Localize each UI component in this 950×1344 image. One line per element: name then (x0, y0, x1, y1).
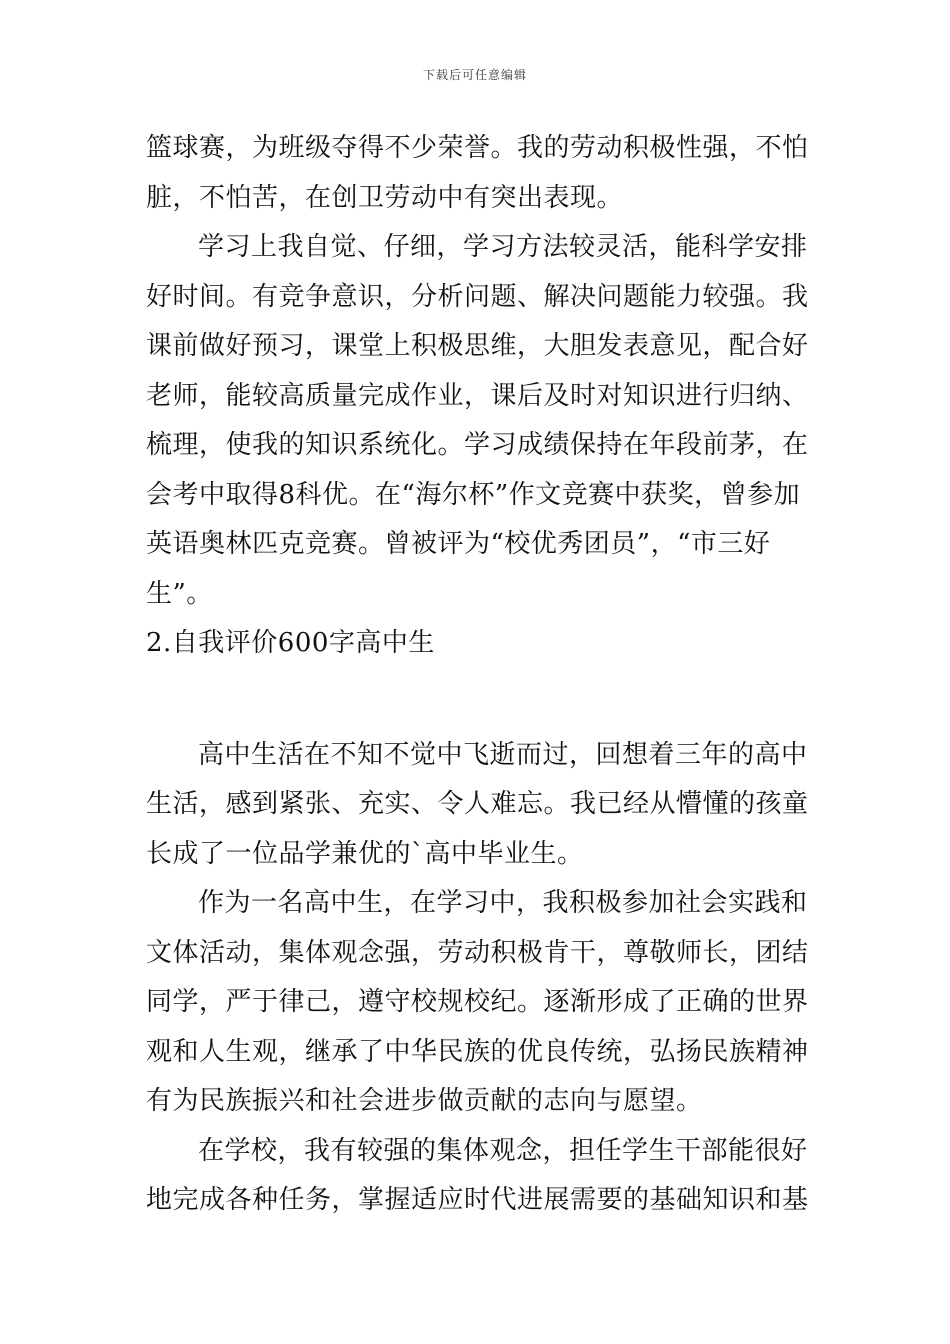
text-line: 地完成各种任务，掌握适应时代进展需要的基础知识和基 (146, 1185, 809, 1215)
text-line: 文体活动，集体观念强，劳动积极肯干，尊敬师长，团结 (146, 937, 809, 968)
text-line: 梳理，使我的知识系统化。学习成绩保持在年段前茅，在 (146, 430, 809, 460)
text-line: 脏，不怕苦，在创卫劳动中有突出表现。 (146, 182, 624, 213)
text-line: 生活，感到紧张、充实、令人难忘。我已经从懵懂的孩童 (146, 789, 809, 819)
text-line: 生”。 (146, 578, 213, 609)
paragraph-start: 在学校，我有较强的集体观念，担任学生干部能很好 (198, 1135, 808, 1166)
text-line: 篮球赛，为班级夺得不少荣誉。我的劳动积极性强，不怕 (146, 133, 809, 163)
document-body (146, 124, 811, 1226)
paragraph-start: 高中生活在不知不觉中飞逝而过，回想着三年的高中 (198, 739, 808, 770)
text-line: 会考中取得8科优。在“海尔杯”作文竞赛中获奖，曾参加 (146, 479, 801, 510)
page-header-note: 下载后可任意编辑 (422, 68, 527, 82)
text-line: 同学，严于律己，遵守校规校纪。逐渐形成了正确的世界 (146, 987, 809, 1017)
text-line: 好时间。有竞争意识，分析问题、解决问题能力较强。我 (146, 281, 809, 312)
text-line: 课前做好预习，课堂上积极思维，大胆发表意见，配合好 (146, 331, 809, 361)
blank-gap (146, 669, 811, 731)
paragraph-start: 学习上我自觉、仔细，学习方法较灵活，能科学安排 (198, 232, 808, 262)
text-line: 观和人生观，继承了中华民族的优良传统，弘扬民族精神 (146, 1036, 809, 1067)
text-line: 长成了一位品学兼优的`高中毕业生。 (146, 838, 584, 869)
text-line: 英语奥林匹克竞赛。曾被评为“校优秀团员”，“市三好 (146, 529, 771, 559)
text-line: 老师，能较高质量完成作业，课后及时对知识进行归纳、 (146, 380, 809, 411)
text-line: 有为民族振兴和社会进步做贡献的志向与愿望。 (146, 1086, 703, 1116)
section-heading: 2.自我评价600字高中生 (146, 628, 435, 658)
paragraph-start: 作为一名高中生，在学习中，我积极参加社会实践和 (198, 888, 808, 918)
